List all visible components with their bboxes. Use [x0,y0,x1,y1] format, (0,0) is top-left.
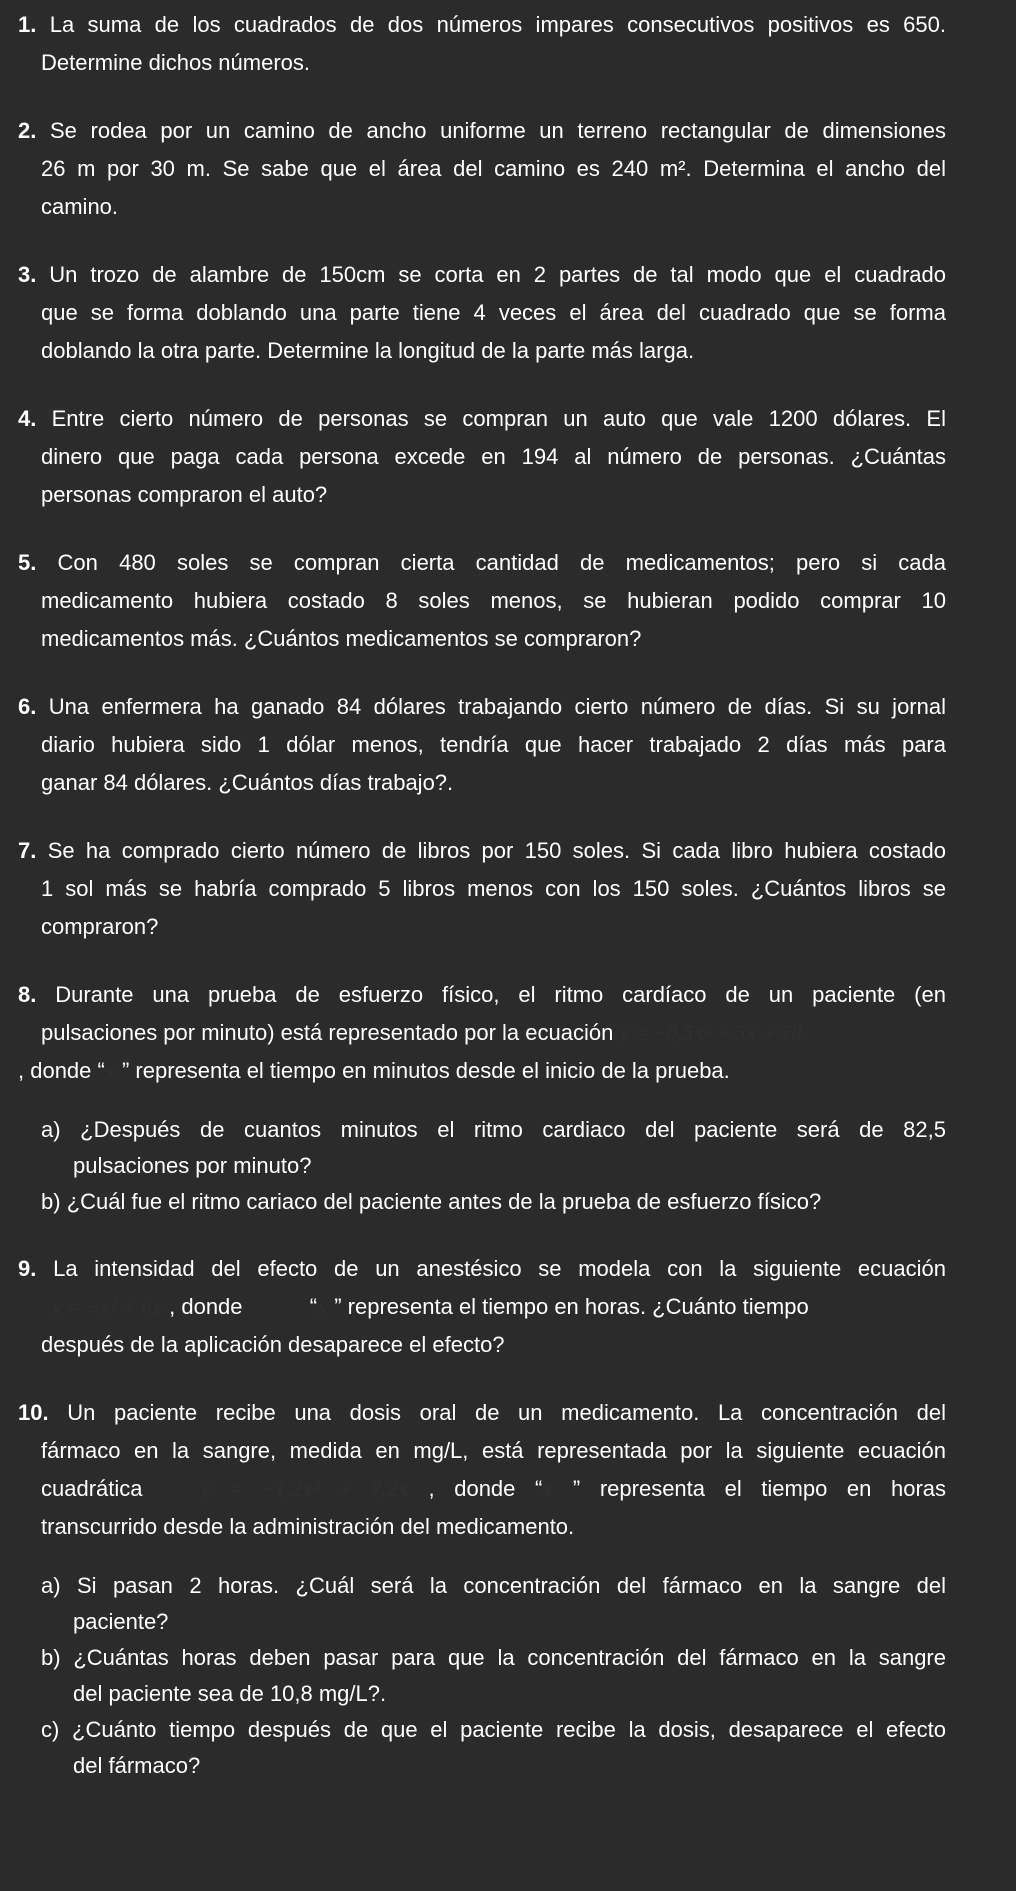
problem-4 [18,400,946,514]
problem-7 [18,832,946,946]
subquestion-text: ¿Cuánto tiempo después de que el paciente recibe la dosis, desaparece el efecto [72,1717,946,1742]
problem-text-line [18,1014,946,1052]
problem-text-line: transcurrido desde la administración del medicamento. [41,1514,575,1539]
problem-text-line: medicamentos más. ¿Cuántos medicamentos se compraron? [41,626,642,651]
subquestion-8b [18,1184,946,1220]
subquestion-text: del fármaco? [73,1753,201,1778]
problem-text-line: compraron? [41,914,159,939]
problem-text: ” representa el tiempo en horas [572,1476,947,1501]
problem-text-line: medicamento hubiera costado 8 soles menos, se hubieran podido comprar 10 [41,588,946,613]
problem-text-line: ganar 84 dólares. ¿Cuántos días trabajo?. [41,770,454,795]
problem-text-line [18,1052,946,1090]
problem-number: 5. [18,550,37,575]
problem-number: 1. [18,12,37,37]
problem-text-line: Una enfermera ha ganado 84 dólares trabajando cierto número de días. Si su jornal [48,694,946,719]
problem-text-line: Se ha comprado cierto número de libros por 150 soles. Si cada libro hubiera costado [47,838,946,863]
problem-text: ” representa el tiempo en horas. ¿Cuánto tiempo [334,1294,809,1319]
problem-text-line: Entre cierto número de personas se compran un auto que vale 1200 dólares. El [51,406,946,431]
subquestion-label: b) [41,1189,61,1214]
problem-text-line: Determine dichos números. [41,50,311,75]
problem-text: pulsaciones por minuto) está representado por la ecuación [41,1020,614,1045]
equation: y = −x² + 6x [53,1294,163,1319]
problem-text-line: Se rodea por un camino de ancho uniforme un terreno rectangular de dimensiones [49,118,946,143]
problem-9 [18,1250,946,1364]
problem-text-line: Un trozo de alambre de 150cm se corta en 2 partes de tal modo que el cuadrado [49,262,946,287]
problem-number: 8. [18,982,37,1007]
problem-text-line: después de la aplicación desaparece el efecto? [41,1332,505,1357]
problem-text-line: La intensidad del efecto de un anestésico se modela con la siguiente ecuación [53,1256,946,1281]
problem-6 [18,688,946,802]
problem-number: 2. [18,118,37,143]
problem-text-line: 26 m por 30 m. Se sabe que el área del camino es 240 m². Determina el ancho del [41,156,946,181]
problem-number: 10. [18,1400,49,1425]
subquestion-text: pulsaciones por minuto? [73,1153,312,1178]
problem-2 [18,112,946,226]
problem-text-line: diario hubiera sido 1 dólar menos, tendría que hacer trabajado 2 días más para [41,732,946,757]
variable: x [542,1476,554,1501]
problem-text: , donde [169,1294,243,1319]
problem-text-line: 1 sol más se habría comprado 5 libros menos con los 150 soles. ¿Cuántos libros se [41,876,946,901]
problem-text-line: doblando la otra parte. Determine la longitud de la parte más larga. [41,338,695,363]
subquestion-text: paciente? [73,1609,169,1634]
problem-text: , donde “ [428,1476,543,1501]
variable: x [104,1058,116,1083]
problem-5 [18,544,946,658]
subquestion-10c [18,1712,946,1784]
problem-text-line: Un paciente recibe una dosis oral de un medicamento. La concentración del [67,1400,947,1425]
problem-10 [18,1394,946,1546]
problem-text-line: La suma de los cuadrados de dos números impares consecutivos positivos es 650. [49,12,946,37]
subquestion-label: b) [41,1645,61,1670]
problem-text: ” representa el tiempo en minutos desde el inicio de la prueba. [121,1058,730,1083]
problem-text-line: personas compraron el auto? [41,482,328,507]
problem-text-line: camino. [41,194,119,219]
subquestion-10b [18,1640,946,1712]
problem-text-line: Durante una prueba de esfuerzo físico, el ritmo cardíaco de un paciente (en [55,982,946,1007]
subquestion-text: ¿Cuál fue el ritmo cariaco del paciente antes de la prueba de esfuerzo físico? [66,1189,822,1214]
problem-number: 4. [18,406,37,431]
subquestion-label: a) [41,1117,61,1142]
subquestion-text: del paciente sea de 10,8 mg/L?. [73,1681,387,1706]
variable: x [317,1294,329,1319]
equation: y = −0,5x² + 5x + 70 [619,1020,803,1045]
problem-3 [18,256,946,370]
problem-text-line: Con 480 soles se compran cierta cantidad de medicamentos; pero si cada [57,550,946,575]
subquestion-10a [18,1568,946,1640]
problem-text-line: dinero que paga cada persona excede en 194 al número de personas. ¿Cuántas [41,444,946,469]
problem-number: 3. [18,262,37,287]
subquestion-label: a) [41,1573,61,1598]
problem-text-line: que se forma doblando una parte tiene 4 veces el área del cuadrado que se forma [41,300,946,325]
equation: y = −1,2x² + 7,2x [201,1476,409,1501]
subquestion-label: c) [41,1717,60,1742]
problem-8 [18,976,946,1090]
subquestion-text: ¿Después de cuantos minutos el ritmo cardiaco del paciente será de 82,5 [80,1117,946,1142]
problem-text: cuadrática [41,1476,143,1501]
problem-number: 9. [18,1256,37,1281]
subquestion-text: Si pasan 2 horas. ¿Cuál será la concentración del fármaco en la sangre del [76,1573,946,1598]
subquestion-8a [18,1112,946,1184]
problem-1 [18,6,946,82]
problem-text-line: y = −x² + 6x , donde “x ” representa el tiempo en horas. ¿Cuánto tiempo [53,1294,809,1319]
subquestion-text: ¿Cuántas horas deben pasar para que la concentración del fármaco en la sangre [60,1645,946,1670]
problem-text-line: fármaco en la sangre, medida en mg/L, está representada por la siguiente ecuación [41,1438,946,1463]
problem-text-line [18,1470,946,1508]
problem-number: 6. [18,694,37,719]
problem-text: , donde “ [18,1058,105,1083]
problem-number: 7. [18,838,37,863]
